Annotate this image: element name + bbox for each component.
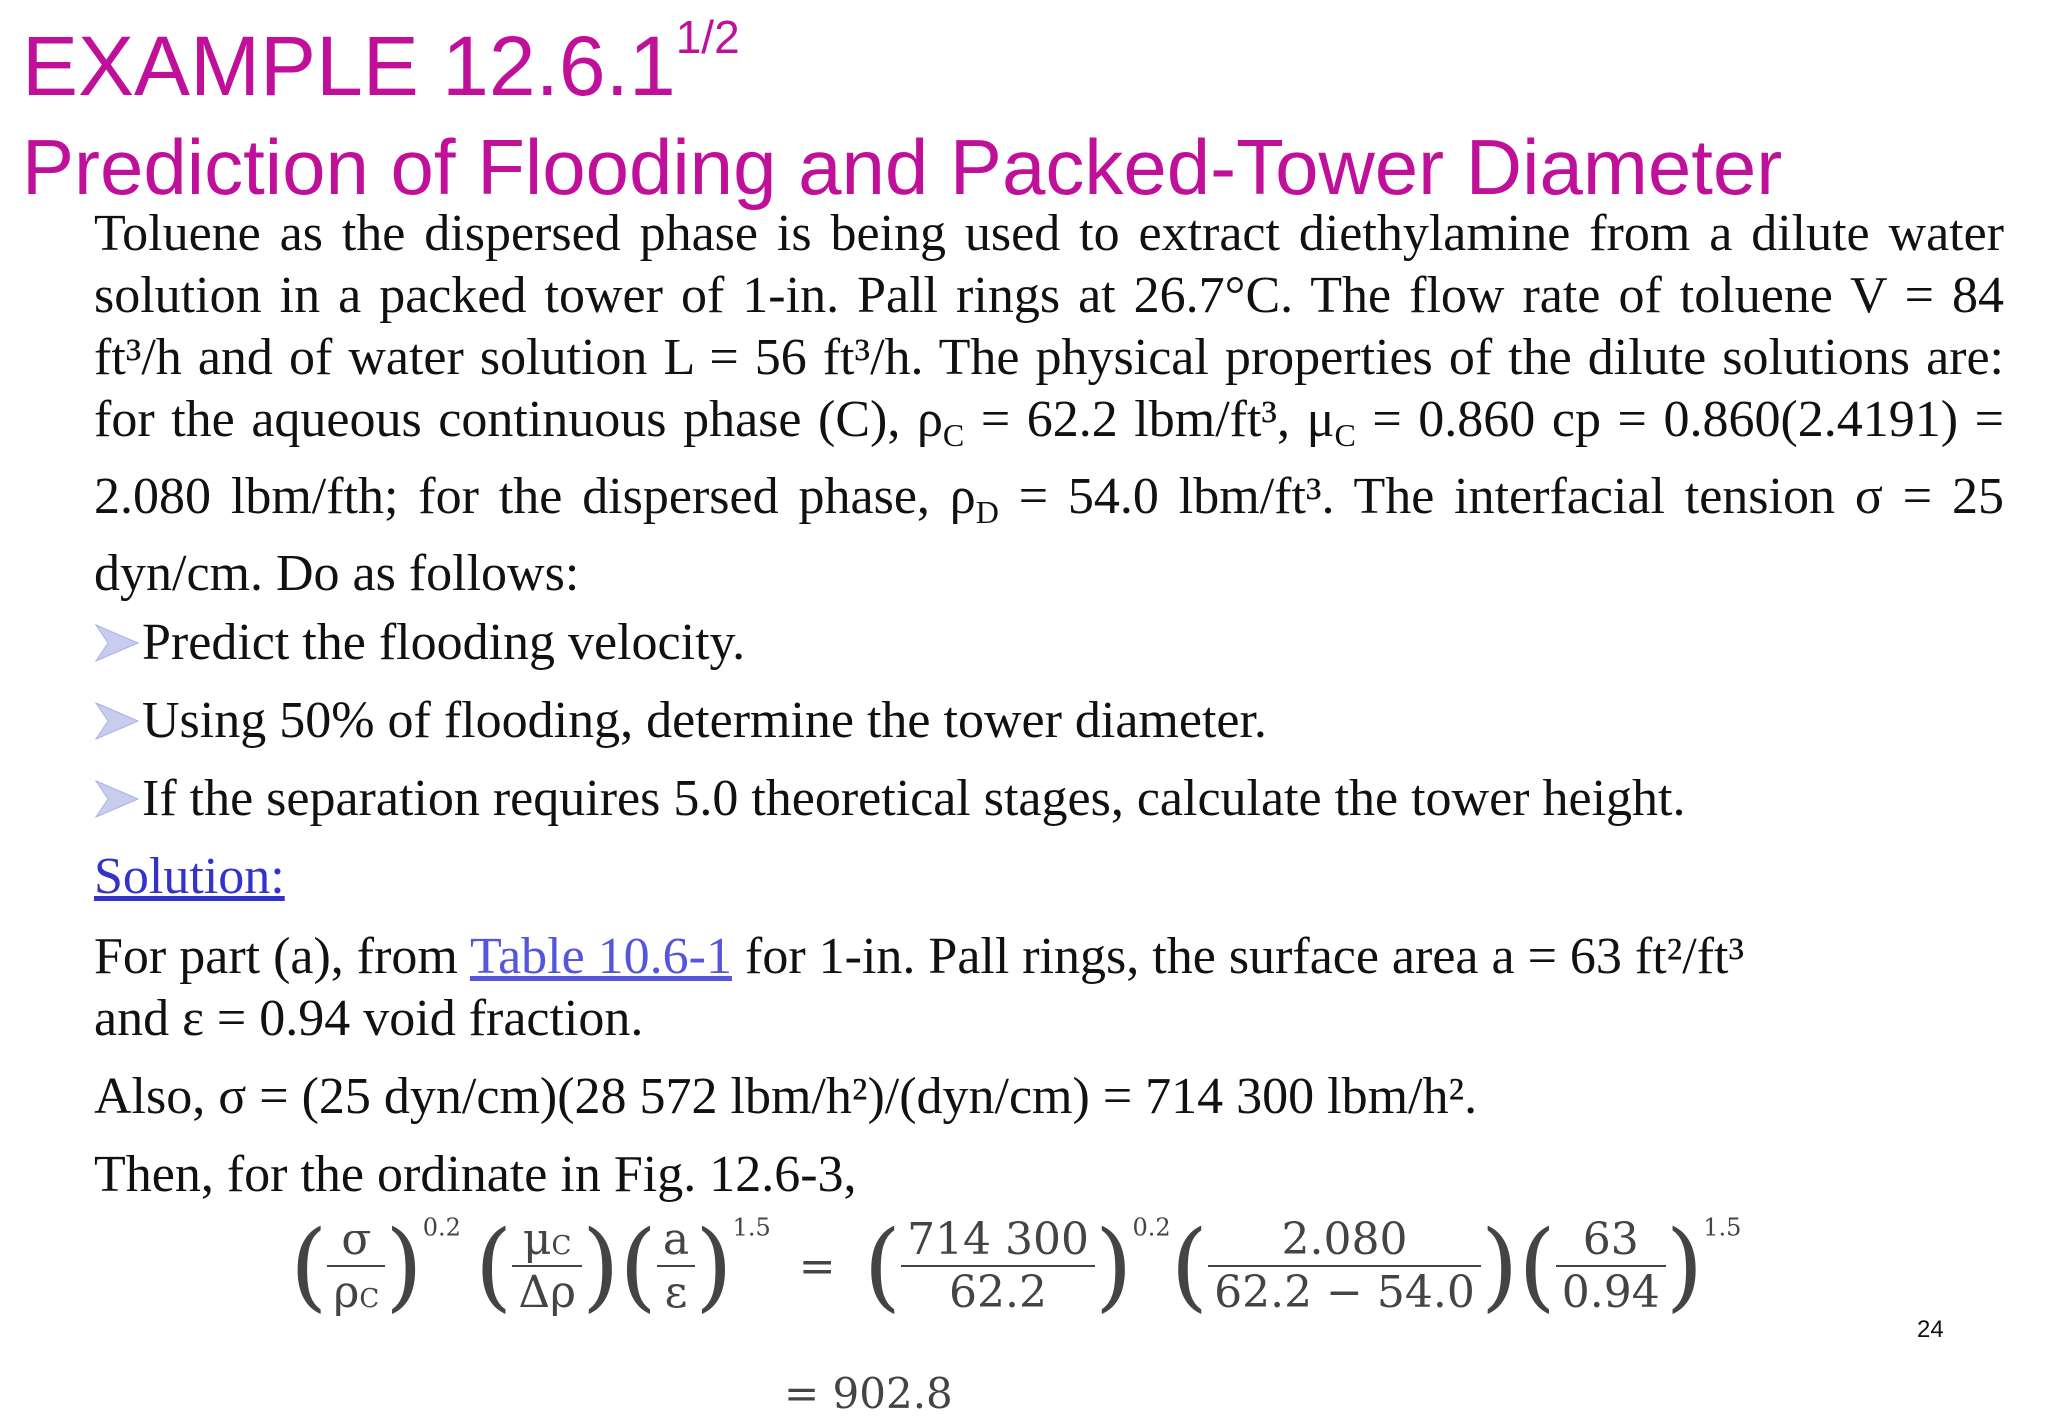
value-fraction-3: $\frac{63}{0.94}$ [1556, 1214, 1666, 1318]
exponent: 1.5 [1703, 1213, 1742, 1242]
ordinate-intro: Then, for the ordinate in Fig. 12.6-3, [94, 1146, 857, 1203]
exponent: 0.2 [1132, 1213, 1171, 1242]
equation-result: = 902.8 [784, 1369, 953, 1418]
sigma-over-rho-fraction: $\frac{\sigma}{\rho C}$ [327, 1214, 385, 1318]
page-number: 24 [1917, 1316, 1944, 1343]
slide-title [22, 11, 740, 113]
problem-statement [94, 203, 2004, 605]
task-item [94, 768, 1685, 830]
title-text: EXAMPLE 12.6.1 [22, 19, 676, 113]
value-fraction-1: $\frac{714 300}{62.2}$ [901, 1214, 1095, 1318]
task-text: If the separation requires 5.0 theoretical stages, calculate the tower height. [142, 770, 1686, 827]
task-item [94, 690, 1267, 752]
part-a-prefix: For part (a), from [94, 928, 470, 985]
arrow-bullet-icon [94, 701, 142, 741]
solution-heading[interactable] [94, 846, 285, 908]
task-item [94, 612, 745, 674]
exponent: 0.2 [422, 1213, 461, 1242]
rho-d-subscript: D [975, 494, 999, 530]
exponent: 1.5 [732, 1213, 771, 1242]
part-a-line [94, 926, 1744, 988]
problem-text: Toluene as the dispersed phase is being used to extract diethylamine from a dilute water solution in a packed tower of 1-in. Pall rings at 26.7°C. The flow rate of toluene V = 84 ft³/h and of water solution L = 56 ft³/h. The physical properties of the dilute solutions are: for the aqueous continuous phase (C), ρ [94, 205, 2004, 448]
arrow-bullet-icon [94, 623, 142, 663]
mu-text: = 0.860 cp = 0.860(2.4191) = 2.080 lbm/fth; for the dispersed phase, ρ [94, 391, 2004, 525]
a-over-epsilon-fraction: $\frac{a}{\varepsilon}$ [657, 1214, 695, 1318]
rho-d-value: = 54.0 lbm/ft³. The interfacial tension σ = 25 dyn/cm. Do as follows: [94, 468, 2004, 602]
slide-subtitle: Prediction of Flooding and Packed-Tower Diameter [22, 123, 1783, 211]
task-text: Using 50% of flooding, determine the tower diameter. [142, 692, 1267, 749]
rho-c-value: = 62.2 lbm/ft³, [964, 391, 1291, 448]
rho-c-subscript: C [942, 417, 965, 453]
part-a-line-2: and ε = 0.94 void fraction. [94, 990, 644, 1047]
value-fraction-2: $\frac{2.080}{62.2 - 54.0}$ [1208, 1214, 1481, 1318]
part-a-suffix: for 1-in. Pall rings, the surface area a = 63 ft²/ft³ [732, 928, 1745, 985]
mu-subscript: C [1334, 417, 1356, 453]
solution-link[interactable]: Solution: [94, 848, 285, 905]
sigma-conversion: Also, σ = (25 dyn/cm)(28 572 lbm/h²)/(dyn/cm) = 714 300 lbm/h². [94, 1068, 1478, 1125]
title-superscript: 1/2 [675, 11, 740, 63]
arrow-bullet-icon [94, 779, 142, 819]
ordinate-equation: ( $\frac{\sigma}{\rho C}$ )$^{0.2}$ ( $\frac{\mu C}{\Delta\rho}$ )( $\frac{a}{\varepsilon}$ )$^{1.5}$ = ( $\frac{714 300}{62.2}$ )$^{0.2}$( $\frac{2.080}{62.2 - 54.0}$ )( $\frac{63}{0.94}$ )$^{1.5}$ [290, 1210, 1742, 1322]
table-link[interactable]: Table 10.6-1 [469, 928, 732, 985]
mu-over-drho-fraction: $\frac{\mu C}{\Delta\rho}$ [512, 1214, 582, 1318]
task-text: Predict the flooding velocity. [142, 614, 746, 671]
mu-symbol: μ [1306, 391, 1335, 448]
equals-sign: = [798, 1240, 836, 1292]
